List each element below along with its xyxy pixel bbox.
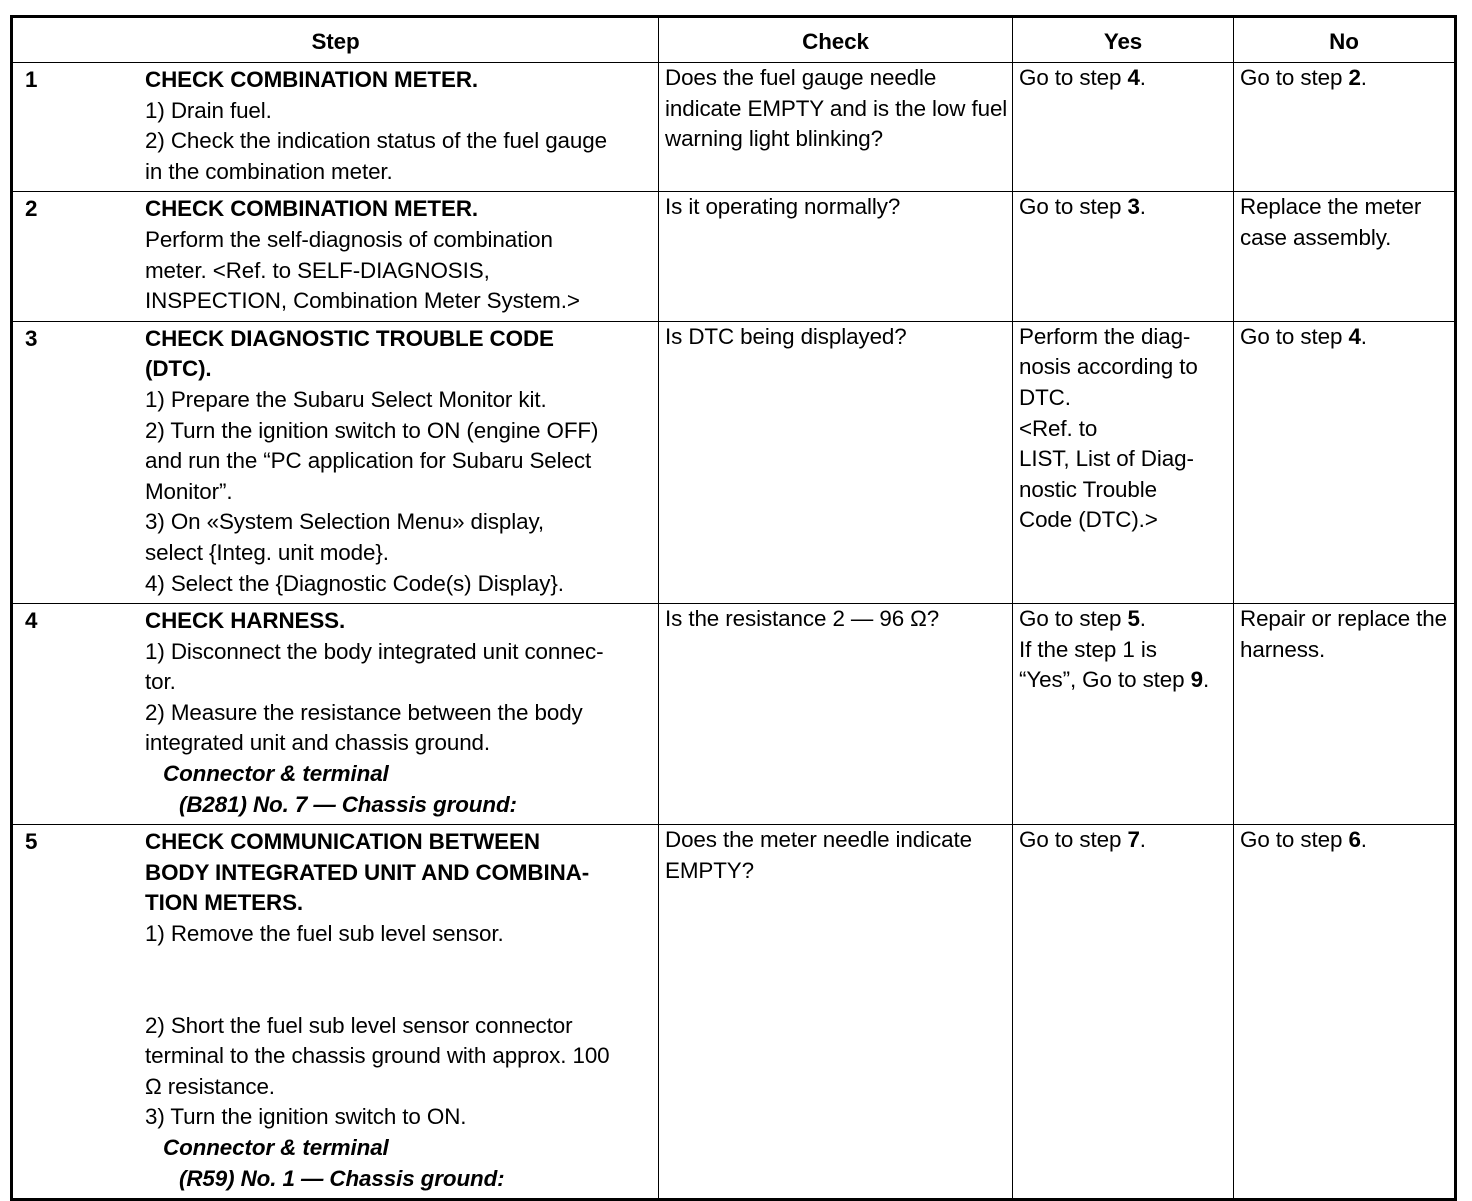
connector-terminal-label: Connector & terminal [163,1135,389,1160]
step-instruction: and run the “PC application for Subaru Select [145,448,592,474]
step-instruction: terminal to the chassis ground with approx. 100 [145,1043,610,1069]
yes-line: Code (DTC).> [1019,507,1158,533]
step-instruction: 2) Short the fuel sub level sensor connector [145,1012,573,1038]
yes-suffix: . [1139,65,1146,90]
step-number: 4 [25,608,38,634]
step-title: CHECK COMBINATION METER. [145,67,479,92]
yes-cell [1013,604,1234,825]
yes-step-number: 4 [1127,65,1140,90]
step-instruction: Ω resistance. [145,1073,275,1099]
yes-line: LIST, List of Diag- [1019,446,1194,472]
header-yes: Yes [1013,17,1234,63]
yes-prefix: Go to step [1019,606,1128,632]
connector-terminal-value: (R59) No. 1 — Chassis ground: [179,1165,505,1191]
check-cell: Is DTC being displayed? [659,321,1013,603]
step-title: (DTC). [145,356,212,382]
header-check: Check [659,17,1013,63]
yes-cell [1013,192,1234,321]
step-title: CHECK COMBINATION METER. [145,196,479,222]
table-row [12,604,1456,825]
step-instruction: 1) Drain fuel. [145,97,272,123]
yes-prefix: Go to step [1019,194,1128,220]
step-instruction: 1) Disconnect the body integrated unit connec- [145,638,604,664]
step-number: 1 [25,67,38,92]
yes-line: nosis according to [1019,354,1198,380]
no-prefix: Go to step [1240,827,1349,853]
no-step-number: 4 [1348,323,1361,349]
connector-terminal-value: (B281) No. 7 — Chassis ground: [179,791,517,817]
no-cell [1234,825,1456,1200]
step-instruction: meter. <Ref. to SELF-DIAGNOSIS, [145,257,490,283]
step-cell [12,192,659,321]
check-cell: Is the resistance 2 — 96 Ω? [659,604,1013,825]
step-title: BODY INTEGRATED UNIT AND COMBINA- [145,859,590,885]
table-row [12,825,1456,1200]
table-row [12,63,1456,192]
step-instruction: 2) Turn the ignition switch to ON (engine OFF) [145,417,599,443]
table-header-row [12,17,1456,63]
step-number: 3 [25,325,38,351]
header-step: Step [12,17,659,63]
figure-space [145,950,650,1011]
yes-suffix: . [1139,827,1146,853]
yes-line [1019,604,1229,635]
yes-step-number: 7 [1127,827,1140,853]
yes-cell [1013,321,1234,603]
no-prefix: Go to step [1240,65,1349,90]
no-prefix: Go to step [1240,323,1349,349]
check-cell: Does the fuel gauge needle indicate EMPTY and is the low fuel warning light blinking? [659,63,1013,192]
step-instruction: 3) On «System Selection Menu» display, [145,509,545,535]
step-instruction: 1) Remove the fuel sub level sensor. [145,921,504,947]
step-title: CHECK HARNESS. [145,608,346,634]
no-cell: Replace the meter case assembly. [1234,192,1456,321]
step-cell [12,825,659,1200]
check-cell: Does the meter needle indicate EMPTY? [659,825,1013,1200]
step-instruction: select {Integ. unit mode}. [145,539,389,565]
step-cell [12,63,659,192]
step-cell [12,321,659,603]
step-instruction: tor. [145,669,176,695]
yes-step-number: 5 [1127,606,1140,632]
check-cell: Is it operating normally? [659,192,1013,321]
yes-prefix: Go to step [1019,65,1128,90]
step-instruction: 2) Check the indication status of the fuel gauge [145,128,607,154]
step-instruction: integrated unit and chassis ground. [145,730,491,756]
yes-suffix: . [1139,194,1146,220]
yes-cell [1013,63,1234,192]
header-no: No [1234,17,1456,63]
step-instruction: 2) Measure the resistance between the body [145,699,583,725]
yes-line: DTC. [1019,384,1071,410]
connector-terminal-label: Connector & terminal [163,761,389,787]
yes-prefix: Go to step [1019,827,1128,853]
step-title: CHECK DIAGNOSTIC TROUBLE CODE [145,325,554,351]
step-instruction: INSPECTION, Combination Meter System.> [145,288,580,314]
no-step-number: 6 [1348,827,1361,853]
step-instruction: 1) Prepare the Subaru Select Monitor kit. [145,386,547,412]
yes-line: Perform the diag- [1019,323,1191,349]
step-instruction: 3) Turn the ignition switch to ON. [145,1104,467,1130]
diagnostic-procedure-document [10,15,1454,1201]
no-cell: Repair or replace the harness. [1234,604,1456,825]
step-number: 2 [25,196,38,222]
step-instruction: in the combination meter. [145,158,393,184]
yes-line: nostic Trouble [1019,476,1157,502]
no-suffix: . [1360,323,1367,349]
yes-step-number: 3 [1127,194,1140,220]
no-suffix: . [1360,65,1367,90]
yes-line: <Ref. to [1019,415,1098,441]
table-row [12,321,1456,603]
yes-cell [1013,825,1234,1200]
yes-prefix: “Yes”, Go to step [1019,667,1191,693]
no-cell [1234,63,1456,192]
step-cell [12,604,659,825]
diagnostic-table [10,15,1457,1201]
no-step-number: 2 [1348,65,1361,90]
yes-step-number: 9 [1190,667,1203,693]
yes-suffix: . [1202,667,1210,693]
no-cell [1234,321,1456,603]
yes-line: If the step 1 is [1019,636,1157,662]
yes-suffix: . [1139,606,1146,632]
step-title: CHECK COMMUNICATION BETWEEN [145,829,540,855]
step-instruction: 4) Select the {Diagnostic Code(s) Display}. [145,570,564,596]
table-row [12,192,1456,321]
step-title: TION METERS. [145,890,304,916]
no-suffix: . [1360,827,1367,853]
step-number: 5 [25,829,38,855]
step-instruction: Perform the self-diagnosis of combination [145,226,553,252]
yes-line [1019,665,1229,696]
step-instruction: Monitor”. [145,478,233,504]
